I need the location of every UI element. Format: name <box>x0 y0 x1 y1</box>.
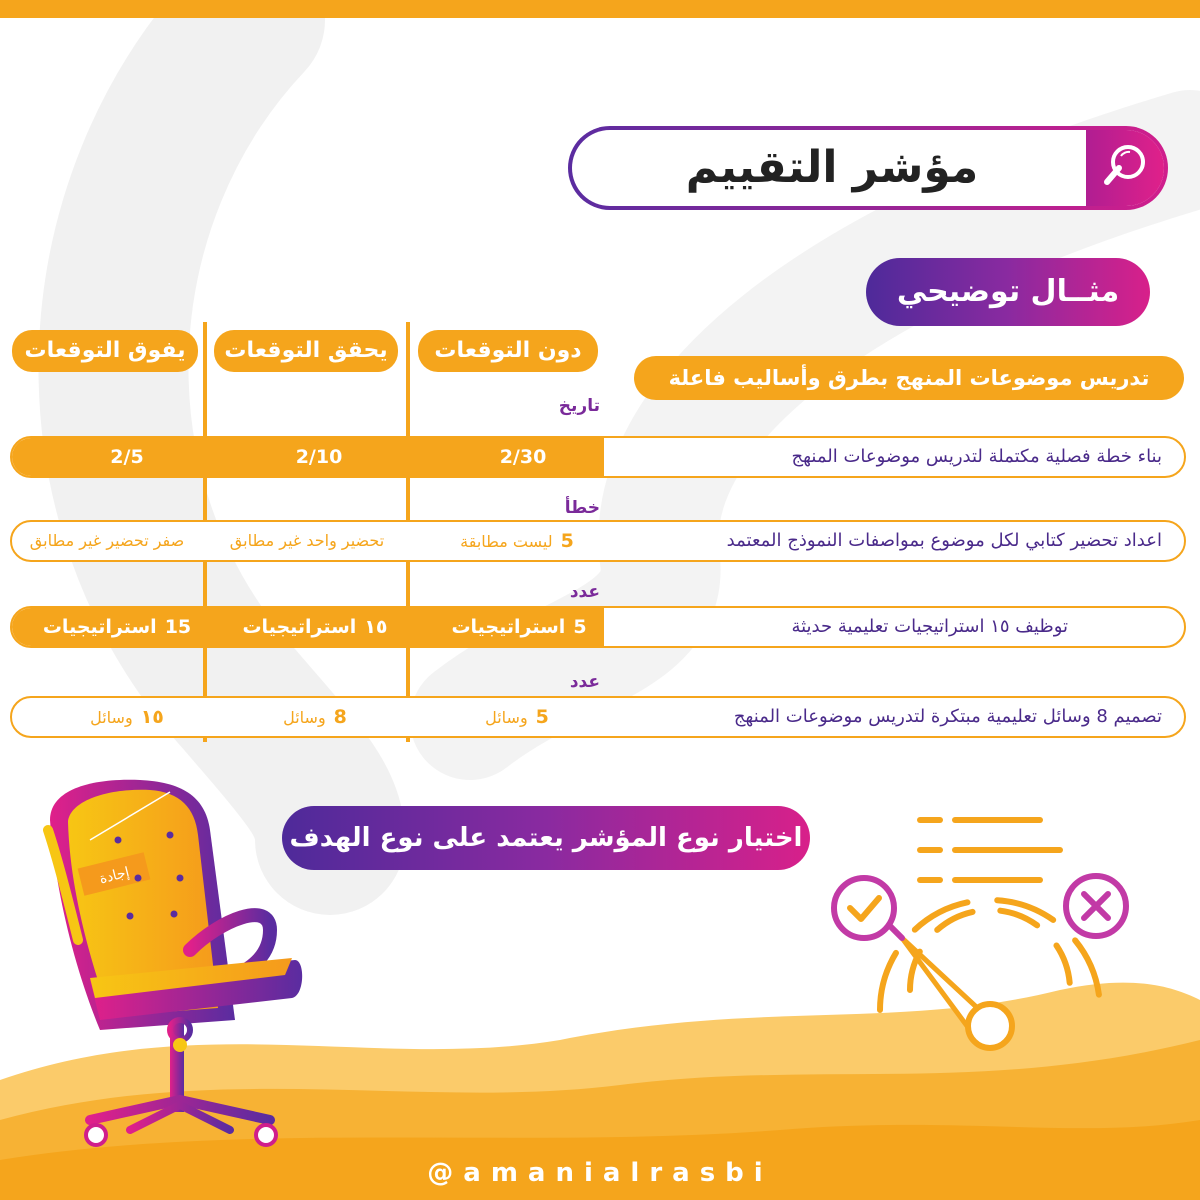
indicator-kind: عدد <box>569 582 600 602</box>
close-icon <box>1066 876 1126 936</box>
author-handle: @amanialrasbi <box>427 1158 773 1188</box>
top-bar <box>0 0 1200 18</box>
gauge-icon <box>820 800 1150 1060</box>
cell-meets: 8وسائل <box>283 706 347 728</box>
cell-exceeds: ١٥وسائل <box>90 706 164 728</box>
indicator-row <box>10 696 1186 738</box>
cell-meets: 2/10 <box>295 446 343 468</box>
cell-meets: تحضير واحد غير مطابق <box>229 531 385 550</box>
indicator-row <box>10 606 1186 648</box>
search-icon <box>1086 130 1164 206</box>
cell-meets: ١٥استراتيجيات <box>242 616 388 638</box>
cell-exceeds: 15استراتيجيات <box>42 616 192 638</box>
column-header-meets: يحقق التوقعات <box>214 330 398 372</box>
example-badge: مثــال توضيحي <box>866 258 1150 326</box>
indicator-choice-banner: اختيار نوع المؤشر يعتمد على نوع الهدف <box>282 806 810 870</box>
cell-below: 5ليست مطابقة <box>460 530 574 552</box>
indicator-kind: تاريخ <box>558 396 600 416</box>
chair-sign-text: إجادة <box>97 864 132 888</box>
goal-banner: تدريس موضوعات المنهج بطرق وأساليب فاعلة <box>634 356 1184 400</box>
page-title: مؤشر التقييم <box>685 142 979 193</box>
cell-below: 5استراتيجيات <box>451 616 587 638</box>
cell-exceeds: صفر تحضير غير مطابق <box>29 531 185 550</box>
indicator-label: بناء خطة فصلية مكتملة لتدريس موضوعات المنهج <box>791 446 1162 467</box>
cell-below: 5وسائل <box>485 706 549 728</box>
check-icon <box>834 878 894 938</box>
cell-exceeds: 2/5 <box>110 446 144 468</box>
indicator-kind: خطأ <box>564 498 600 518</box>
column-header-exceeds: يفوق التوقعات <box>12 330 198 372</box>
office-chair-icon <box>30 770 320 1150</box>
cell-below: 2/30 <box>499 446 547 468</box>
indicator-row <box>10 520 1186 562</box>
search-button <box>1086 130 1164 206</box>
column-header-below: دون التوقعات <box>418 330 598 372</box>
indicator-label: تصميم 8 وسائل تعليمية مبتكرة لتدريس موضوعات المنهج <box>733 706 1162 727</box>
indicator-label: اعداد تحضير كتابي لكل موضوع بمواصفات النموذج المعتمد <box>726 530 1162 551</box>
indicator-row <box>10 436 1186 478</box>
title-search-bar <box>568 126 1168 210</box>
indicator-kind: عدد <box>569 672 600 692</box>
indicator-label: توظيف ١٥ استراتيجيات تعليمية حديثة <box>791 616 1068 637</box>
